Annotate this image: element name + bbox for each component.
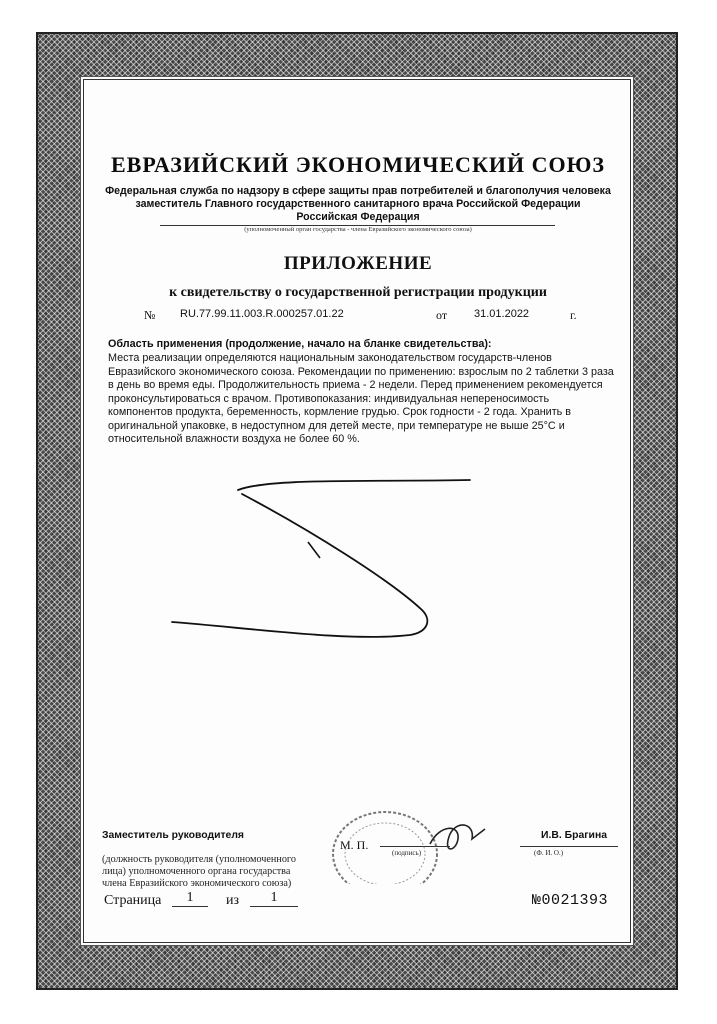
reg-year-suffix: г. xyxy=(570,308,577,322)
position-caption-3: члена Евразийского экономического союза) xyxy=(102,878,292,889)
signature-caption: (подпись) xyxy=(392,849,422,857)
reg-number-prefix: № xyxy=(144,308,156,322)
handwritten-signature-icon xyxy=(160,470,490,660)
signature-line xyxy=(380,846,450,847)
name-line xyxy=(520,846,618,847)
authority-line-2: заместитель Главного государственного санитарного врача Российской Федерации xyxy=(135,198,581,210)
page-total: 1 xyxy=(250,890,298,907)
position-caption-2: лица) уполномоченного органа государства xyxy=(102,866,291,877)
of-label: из xyxy=(226,893,240,908)
page-label: Страница xyxy=(104,893,162,908)
authority-line-1: Федеральная служба по надзору в сфере защиты прав потребителей и благополучия человека xyxy=(105,185,611,197)
reg-number: RU.77.99.11.003.R.000257.01.22 xyxy=(180,308,344,320)
reg-date: 31.01.2022 xyxy=(474,308,530,320)
official-stamp-icon xyxy=(300,784,500,884)
position-caption-1: (должность руководителя (уполномоченного xyxy=(102,854,296,865)
form-number: №0021393 xyxy=(532,892,609,909)
scope-text: Места реализации определяются национальным законодательством государств-членов Евразийского экономического союза. Рекомендации по применению: взрослым по 2 таблетки 3 раза в день во время еды. Продолжительность приема - 2 недели. Перед применением рекомендуется проконсультироваться с врачом. Противопоказания: индивидуальная непереносимость компонентов продукта, беременность, кормление грудью. Срок годности - 2 года. Хранить в оригинальной упаковке, в недоступном для детей месте, при температуре не выше 25°С и относительной влажности воздуха не более 60 %. xyxy=(108,352,614,445)
seal-label: М. П. xyxy=(340,838,369,852)
page-current: 1 xyxy=(172,890,208,907)
document-title: ПРИЛОЖЕНИЕ xyxy=(283,253,433,274)
authority-line-3: Российская Федерация xyxy=(296,211,420,223)
authority-caption: (уполномоченный орган государства - члена Евразийского экономического союза) xyxy=(244,226,472,233)
union-name: ЕВРАЗИЙСКИЙ ЭКОНОМИЧЕСКИЙ СОЮЗ xyxy=(110,152,606,177)
reg-date-prefix: от xyxy=(436,308,448,322)
name-caption: (Ф. И. О.) xyxy=(534,849,564,857)
signer-position: Заместитель руководителя xyxy=(102,830,244,841)
document-subtitle: к свидетельству о государственной регистрации продукции xyxy=(169,285,547,300)
signer-name: И.В. Брагина xyxy=(541,830,607,841)
scope-heading: Область применения (продолжение, начало на бланке свидетельства): xyxy=(108,338,492,350)
